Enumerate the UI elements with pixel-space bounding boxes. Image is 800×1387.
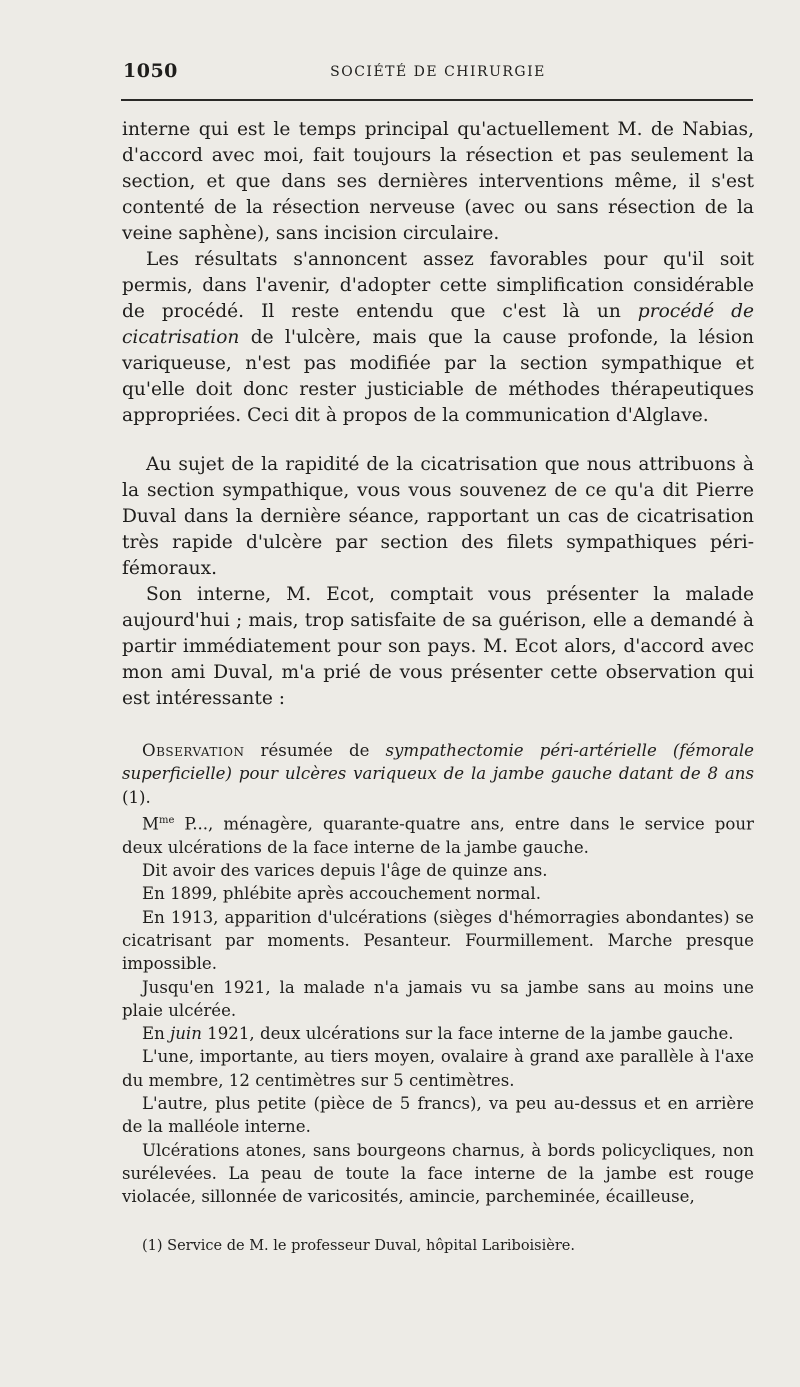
observation-line-4: En 1913, apparition d'ulcérations (sièges d'hémorragies abondantes) se cicatrisant par moments. Pesanteur. Fourmillement. Marche presque impossible.	[122, 907, 754, 974]
observation-line-3: En 1899, phlébite après accouchement normal.	[142, 884, 542, 904]
paragraph-4: Son interne, M. Ecot, comptait vous présenter la malade aujourd'hui ; mais, trop satisfaite de sa guérison, elle a demandé à partir immédiatement pour son pays. M. Ecot alors, d'accord avec mon ami Duval, m'a prié de vous présenter cette observation qui est intéressante :	[122, 584, 754, 709]
observation-label: Observation	[142, 741, 245, 760]
observation-section	[122, 739, 754, 1208]
observation-line-6-em: juin	[170, 1024, 202, 1044]
patient-title-sup: me	[159, 814, 175, 826]
paragraph-2-part-a: Les résultats s'annoncent assez favorables pour qu'il soit permis, dans l'avenir, d'adopter cette simplification considérable de procédé. Il reste entendu que c'est là un	[122, 249, 754, 322]
observation-line-1	[122, 809, 754, 859]
observation-heading-text: résumée de	[244, 741, 386, 760]
running-title: SOCIÉTÉ DE CHIRURGIE	[330, 64, 546, 80]
observation-heading	[122, 739, 754, 809]
paragraph-2-part-b: de l'ulcère, mais que la cause profonde, la lésion variqueuse, n'est pas modifiée par la section sympathique et qu'elle doit donc rester justiciable de méthodes thérapeutiques appropriées. Ceci dit à propos de la communication d'Alglave.	[122, 327, 754, 426]
page-header	[123, 60, 753, 88]
paragraph-3: Au sujet de la rapidité de la cicatrisation que nous attribuons à la section sympathique, vous vous souvenez de ce qu'a dit Pierre Duval dans la dernière séance, rapportant un cas de cicatrisation très rapide d'ulcère par section des filets sympathiques péri-fémoraux.	[122, 454, 754, 579]
observation-line-7: L'une, importante, au tiers moyen, ovalaire à grand axe parallèle à l'axe du membre, 12 centimètres sur 5 centimètres.	[122, 1047, 754, 1090]
paragraph-gap	[122, 429, 754, 452]
observation-line-6-b: 1921, deux ulcérations sur la face interne de la jambe gauche.	[201, 1024, 734, 1044]
paragraph-2-emphasis: procédé de cicatrisation	[122, 301, 754, 348]
main-text	[122, 117, 754, 712]
paragraph-2	[122, 247, 754, 429]
observation-line-2: Dit avoir des varices depuis l'âge de quinze ans.	[142, 861, 548, 881]
observation-line-9: Ulcérations atones, sans bourgeons charnus, à bords policycliques, non surélevées. La peau de toute la face interne de la jambe est rouge violacée, sillonnée de varicosités, amincie, parcheminée, écailleuse,	[122, 1140, 754, 1207]
footnote-reference: (1).	[122, 787, 151, 807]
header-rule	[121, 99, 753, 101]
observation-heading-italic: sympathectomie péri-artérielle (fémorale superficielle) pour ulcères variqueux de la jambe gauche datant de 8 ans	[122, 741, 754, 784]
footnote: (1) Service de M. le professeur Duval, hôpital Lariboisière.	[142, 1238, 575, 1254]
observation-line-6	[122, 1022, 754, 1045]
paragraph-1: interne qui est le temps principal qu'actuellement M. de Nabias, d'accord avec moi, fait toujours la résection et pas seulement la section, et que dans ses dernières interventions même, il s'est contenté de la résection nerveuse (avec ou sans résection de la veine saphène), sans incision circulaire.	[122, 119, 754, 244]
observation-line-8: L'autre, plus petite (pièce de 5 francs), va peu au-dessus et en arrière de la malléole interne.	[122, 1093, 754, 1137]
observation-line-6-a: En	[142, 1024, 171, 1044]
observation-line-5: Jusqu'en 1921, la malade n'a jamais vu sa jambe sans au moins une plaie ulcérée.	[122, 977, 754, 1020]
page-number: 1050	[123, 60, 178, 82]
patient-title: M	[142, 814, 159, 834]
observation-line-1-text: P..., ménagère, quarante-quatre ans, entre dans le service pour deux ulcérations de la face interne de la jambe gauche.	[122, 814, 754, 857]
